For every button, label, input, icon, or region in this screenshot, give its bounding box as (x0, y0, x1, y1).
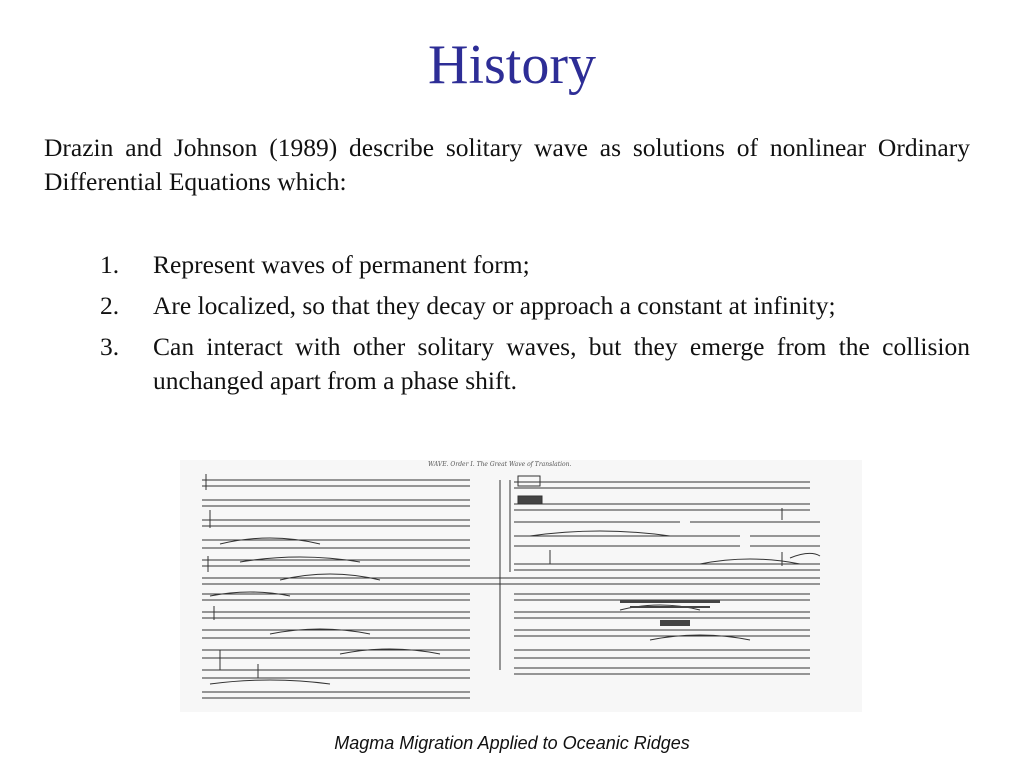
right-panel-lines (500, 476, 820, 674)
wave-tank-figure (180, 460, 862, 712)
left-panel-lines (202, 474, 820, 698)
list-item-number: 1. (100, 250, 120, 279)
list-item-text: Can interact with other solitary waves, but they emerge from the collision unchanged apart from a phase shift. (153, 332, 970, 395)
figure-caption: WAVE. Order I. The Great Wave of Translation. (428, 461, 572, 468)
wave-tank-drawing (180, 460, 862, 712)
list-item-number: 2. (100, 291, 120, 320)
list-item-number: 3. (100, 332, 120, 361)
list-item-text: Represent waves of permanent form; (153, 250, 530, 279)
list-item (100, 248, 970, 282)
list-item (100, 289, 970, 323)
list-item-text: Are localized, so that they decay or approach a constant at infinity; (153, 291, 836, 320)
intro-paragraph: Drazin and Johnson (1989) describe solitary wave as solutions of nonlinear Ordinary Differential Equations which: (44, 133, 970, 196)
properties-list (100, 248, 970, 405)
slide-title: History (428, 34, 596, 96)
wave-crest-dots (620, 600, 720, 626)
slide-footer: Magma Migration Applied to Oceanic Ridges (334, 733, 690, 753)
list-item (100, 330, 970, 398)
